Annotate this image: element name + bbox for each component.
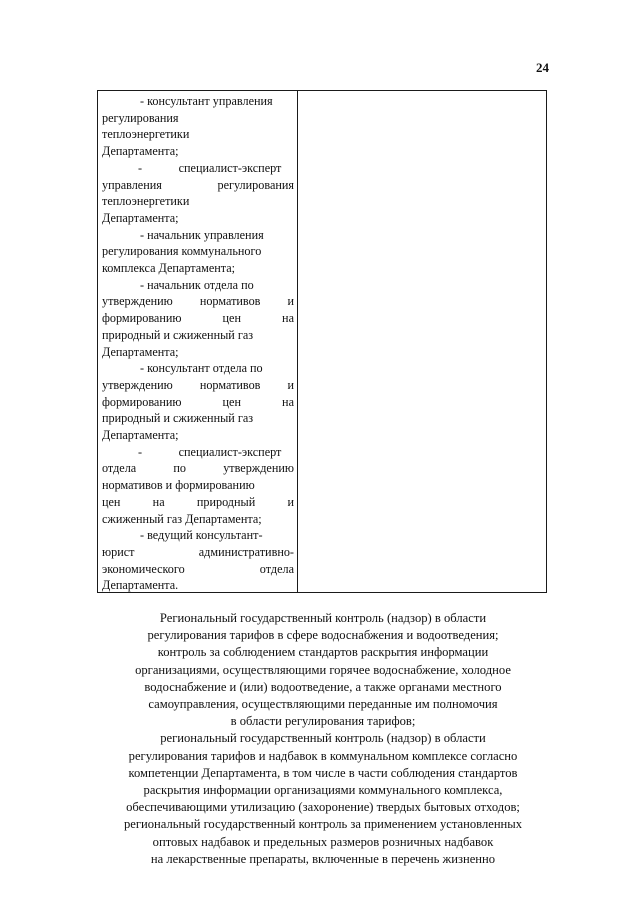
table-list-item	[102, 227, 294, 277]
table-cell-line: формированию цен на	[102, 311, 294, 326]
table-cell-line: экономического отдела	[102, 561, 294, 576]
body-line: в области регулирования тарифов;	[230, 714, 416, 729]
table-cell-line: юрист административно-	[102, 544, 294, 559]
table-cell-line: комплекса Департамента;	[102, 261, 236, 276]
table-cell-line: Департамента.	[102, 578, 179, 593]
table-cell-line: - специалист-эксперт	[138, 444, 282, 459]
table-list-item	[102, 93, 294, 160]
table-right-cell	[298, 91, 546, 592]
table-cell-line: формированию цен на	[102, 394, 294, 409]
body-line: регулирования тарифов и надбавок в коммунальном комплексе согласно	[128, 748, 518, 763]
table-cell-line: Департамента;	[102, 210, 179, 225]
officials-table	[97, 90, 547, 593]
body-line: оптовых надбавок и предельных размеров розничных надбавок	[152, 834, 494, 849]
body-line: региональный государственный контроль за применением установленных	[123, 817, 523, 832]
table-list-item	[102, 360, 294, 444]
body-line: обеспечивающими утилизацию (захоронение) твердых бытовых отходов;	[126, 800, 520, 815]
table-cell-line: регулирования коммунального	[102, 244, 262, 259]
table-cell-line: регулирования	[102, 110, 179, 125]
page-number: 24	[536, 60, 549, 75]
table-cell-line: Департамента;	[102, 428, 179, 443]
table-list-item	[102, 160, 294, 227]
table-left-cell	[102, 93, 294, 594]
body-line: регулирования тарифов в сфере водоснабжения и водоотведения;	[147, 628, 499, 643]
table-cell-line: сжиженный газ Департамента;	[102, 511, 262, 526]
table-list-item	[102, 277, 294, 361]
table-cell-line: природный и сжиженный газ	[102, 327, 254, 342]
table-cell-line: Департамента;	[102, 344, 179, 359]
table-cell-line: - специалист-эксперт	[138, 160, 282, 175]
table-cell-line: - начальник отдела по	[140, 277, 254, 292]
body-paragraph	[80, 610, 566, 868]
table-cell-line: отдела по утверждению	[102, 461, 294, 476]
table-cell-line: управления регулирования	[102, 177, 294, 192]
table-cell-line: природный и сжиженный газ	[102, 411, 254, 426]
table-list-item	[102, 527, 294, 594]
table-cell-line: цен на природный и	[102, 494, 294, 509]
table-cell-line: теплоэнергетики	[102, 127, 190, 142]
table-cell-line: Департамента;	[102, 144, 179, 159]
body-line: самоуправления, осуществляющими переданные им полномочия	[148, 697, 498, 712]
body-line: раскрытия информации организациями коммунального комплекса,	[143, 783, 503, 798]
table-cell-line: - начальник управления	[140, 227, 264, 242]
table-cell-line: - консультант отдела по	[140, 361, 263, 376]
body-line: на лекарственные препараты, включенные в перечень жизненно	[150, 851, 496, 866]
body-line: организациями, осуществляющими горячее водоснабжение, холодное	[135, 662, 511, 677]
body-line: компетенции Департамента, в том числе в части соблюдения стандартов	[128, 765, 518, 780]
table-cell-line: нормативов и формированию	[102, 478, 255, 493]
body-line: контроль за соблюдением стандартов раскрытия информации	[157, 645, 489, 660]
table-cell-line: теплоэнергетики	[102, 194, 190, 209]
table-list-item	[102, 444, 294, 528]
body-line: региональный государственный контроль (надзор) в области	[160, 731, 486, 746]
table-cell-line: утверждению нормативов и	[102, 377, 294, 392]
table-cell-line: - консультант управления	[140, 94, 273, 108]
table-cell-line: - ведущий консультант-	[140, 528, 263, 543]
table-cell-line: утверждению нормативов и	[102, 294, 294, 309]
body-line: водоснабжение и (или) водоотведение, а также органами местного	[144, 679, 502, 694]
body-line: Региональный государственный контроль (надзор) в области	[159, 611, 487, 625]
